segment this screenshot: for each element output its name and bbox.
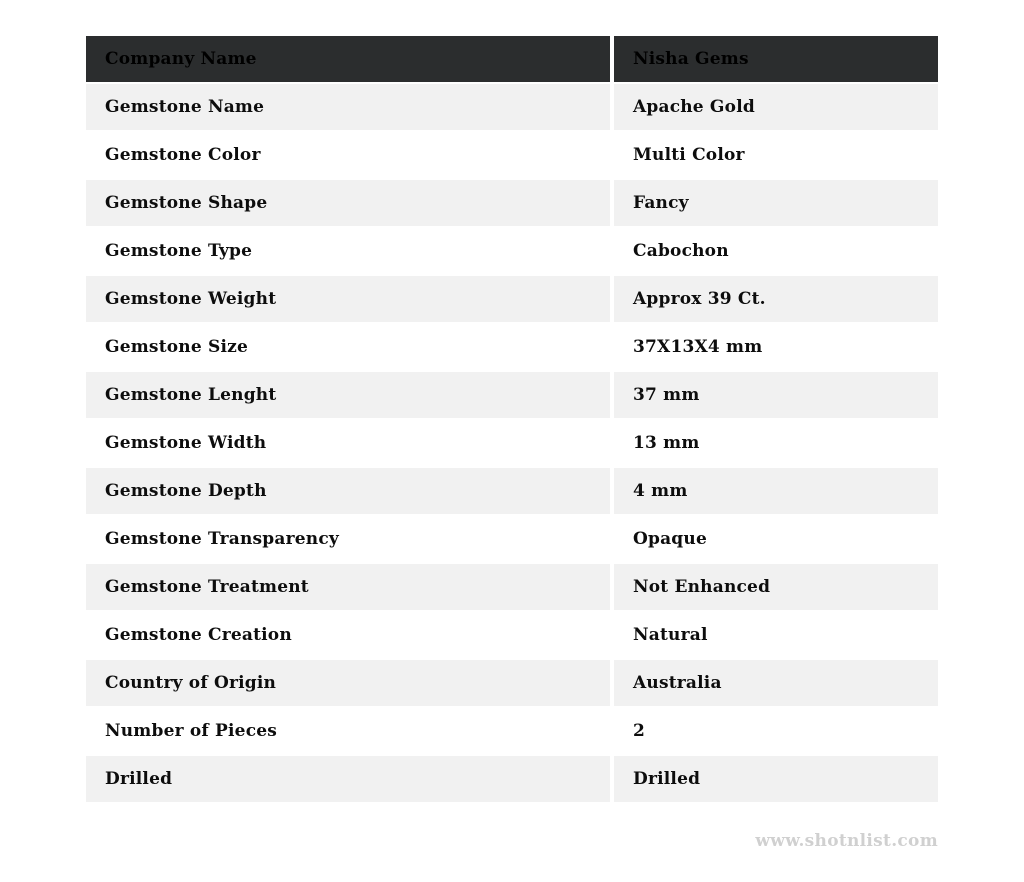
row-value: Australia bbox=[633, 673, 722, 693]
row-label: Country of Origin bbox=[105, 673, 277, 693]
row-label: Gemstone Type bbox=[105, 241, 253, 261]
row-label: Gemstone Lenght bbox=[105, 385, 277, 405]
row-value: Approx 39 Ct. bbox=[633, 289, 766, 309]
header-company-name-cell bbox=[86, 36, 610, 82]
row-value: Apache Gold bbox=[633, 97, 755, 117]
row-label-cell bbox=[86, 420, 610, 466]
row-label-cell bbox=[86, 564, 610, 610]
row-label-cell bbox=[86, 180, 610, 226]
row-label-cell bbox=[86, 708, 610, 754]
row-value-cell bbox=[614, 324, 938, 370]
row-label-cell bbox=[86, 276, 610, 322]
row-value-cell bbox=[614, 612, 938, 658]
row-label-cell bbox=[86, 372, 610, 418]
row-value: 13 mm bbox=[633, 433, 700, 453]
row-label: Number of Pieces bbox=[105, 721, 278, 741]
row-value-cell bbox=[614, 132, 938, 178]
row-label: Gemstone Size bbox=[105, 337, 248, 357]
row-label-cell bbox=[86, 324, 610, 370]
row-value-cell bbox=[614, 228, 938, 274]
row-label-cell bbox=[86, 660, 610, 706]
row-label: Gemstone Shape bbox=[105, 193, 268, 213]
row-label-cell bbox=[86, 228, 610, 274]
row-label-cell bbox=[86, 612, 610, 658]
row-label-cell bbox=[86, 516, 610, 562]
watermark-text: www.shotnlist.com bbox=[755, 831, 938, 851]
header-company-value: Nisha Gems bbox=[633, 49, 749, 69]
row-label: Gemstone Name bbox=[105, 97, 265, 117]
row-label: Gemstone Weight bbox=[105, 289, 277, 309]
row-value: Not Enhanced bbox=[633, 577, 771, 597]
row-value: Fancy bbox=[633, 193, 689, 213]
row-label: Drilled bbox=[105, 769, 173, 789]
row-value: Multi Color bbox=[633, 145, 745, 165]
row-label-cell bbox=[86, 756, 610, 802]
row-value-cell bbox=[614, 468, 938, 514]
row-value-cell bbox=[614, 276, 938, 322]
row-label: Gemstone Depth bbox=[105, 481, 267, 501]
row-label: Gemstone Width bbox=[105, 433, 267, 453]
row-label-cell bbox=[86, 84, 610, 130]
row-value-cell bbox=[614, 180, 938, 226]
row-value-cell bbox=[614, 660, 938, 706]
row-value-cell bbox=[614, 708, 938, 754]
row-label: Gemstone Color bbox=[105, 145, 261, 165]
header-company-name-label: Company Name bbox=[105, 49, 257, 69]
row-value: 4 mm bbox=[633, 481, 688, 501]
row-label-cell bbox=[86, 468, 610, 514]
row-label: Gemstone Creation bbox=[105, 625, 292, 645]
row-value: Natural bbox=[633, 625, 708, 645]
row-value: Opaque bbox=[633, 529, 707, 549]
header-company-value-cell bbox=[614, 36, 938, 82]
gemstone-spec-table bbox=[86, 36, 938, 802]
row-value: Cabochon bbox=[633, 241, 729, 261]
row-value-cell bbox=[614, 564, 938, 610]
row-value: 2 bbox=[633, 721, 646, 741]
row-value-cell bbox=[614, 420, 938, 466]
row-value-cell bbox=[614, 372, 938, 418]
row-value: 37 mm bbox=[633, 385, 700, 405]
row-value: Drilled bbox=[633, 769, 701, 789]
row-value-cell bbox=[614, 756, 938, 802]
row-label: Gemstone Treatment bbox=[105, 577, 309, 597]
row-label-cell bbox=[86, 132, 610, 178]
row-value: 37X13X4 mm bbox=[633, 337, 763, 357]
row-value-cell bbox=[614, 84, 938, 130]
row-value-cell bbox=[614, 516, 938, 562]
row-label: Gemstone Transparency bbox=[105, 529, 339, 549]
